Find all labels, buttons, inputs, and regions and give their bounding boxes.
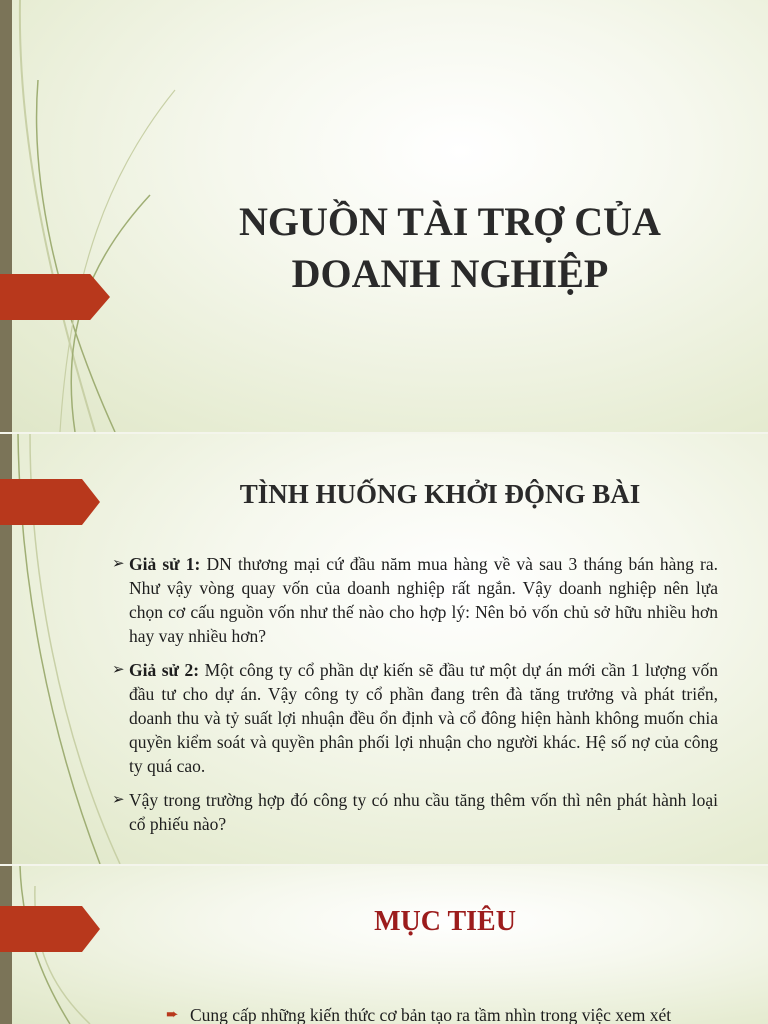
bullet-text: DN thương mại cứ đầu năm mua hàng về và sau 3 tháng bán hàng ra. Như vậy vòng quay vốn của doanh nghiệp rất ngắn. Vậy doanh nghiệp nên lựa chọn cơ cấu nguồn vốn như thế nào cho hợp lý: Nên bỏ vốn chủ sở hữu nhiều hơn hay vay nhiều hơn? bbox=[129, 554, 718, 646]
bullet-text: Vậy trong trường hợp đó công ty có nhu cầu tăng thêm vốn thì nên phát hành loại cổ phiếu nào? bbox=[129, 790, 718, 834]
section-arrow-marker bbox=[0, 274, 110, 320]
arrow-bullet-icon: ➢ bbox=[112, 556, 125, 572]
slide-title bbox=[0, 0, 768, 432]
slide-objectives bbox=[0, 866, 768, 1024]
situation-list bbox=[112, 552, 718, 846]
section-title: MỤC TIÊU bbox=[374, 906, 516, 937]
list-item bbox=[112, 788, 718, 836]
list-item bbox=[166, 1003, 736, 1024]
title-line-1: NGUỒN TÀI TRỢ CỦA bbox=[239, 199, 661, 244]
arrow-bullet-icon: ➢ bbox=[112, 662, 125, 678]
objectives-list bbox=[166, 1003, 736, 1024]
section-arrow-marker bbox=[0, 906, 100, 952]
slide-warmup-situation bbox=[0, 434, 768, 864]
bullet-text: Cung cấp những kiến thức cơ bản tạo ra tầm nhìn trong việc xem xét bbox=[190, 1005, 672, 1024]
slide-edge-bar bbox=[0, 0, 12, 432]
arrow-bullet-icon: ➨ bbox=[166, 1007, 179, 1023]
section-arrow-marker bbox=[0, 479, 100, 525]
list-item bbox=[112, 552, 718, 648]
presentation-title bbox=[150, 196, 750, 300]
bullet-lead: Giả sử 1: bbox=[129, 554, 201, 574]
bullet-lead: Giả sử 2: bbox=[129, 660, 200, 680]
bullet-text: Một công ty cổ phần dự kiến sẽ đầu tư một dự án mới cần 1 lượng vốn đầu tư cho dự án. Vậy công ty cổ phần đang trên đà tăng trưởng và phát triển, doanh thu và tỷ suất lợi nhuận đều ổn định và cổ đông hiện hành không muốn chia quyền kiểm soát và quyền phân phối lợi nhuận cho người khác. Hệ số nợ của công ty quá cao. bbox=[129, 660, 718, 776]
arrow-bullet-icon: ➢ bbox=[112, 792, 125, 808]
title-line-2: DOANH NGHIỆP bbox=[291, 251, 609, 296]
section-title: TÌNH HUỐNG KHỞI ĐỘNG BÀI bbox=[239, 479, 641, 509]
list-item bbox=[112, 658, 718, 778]
